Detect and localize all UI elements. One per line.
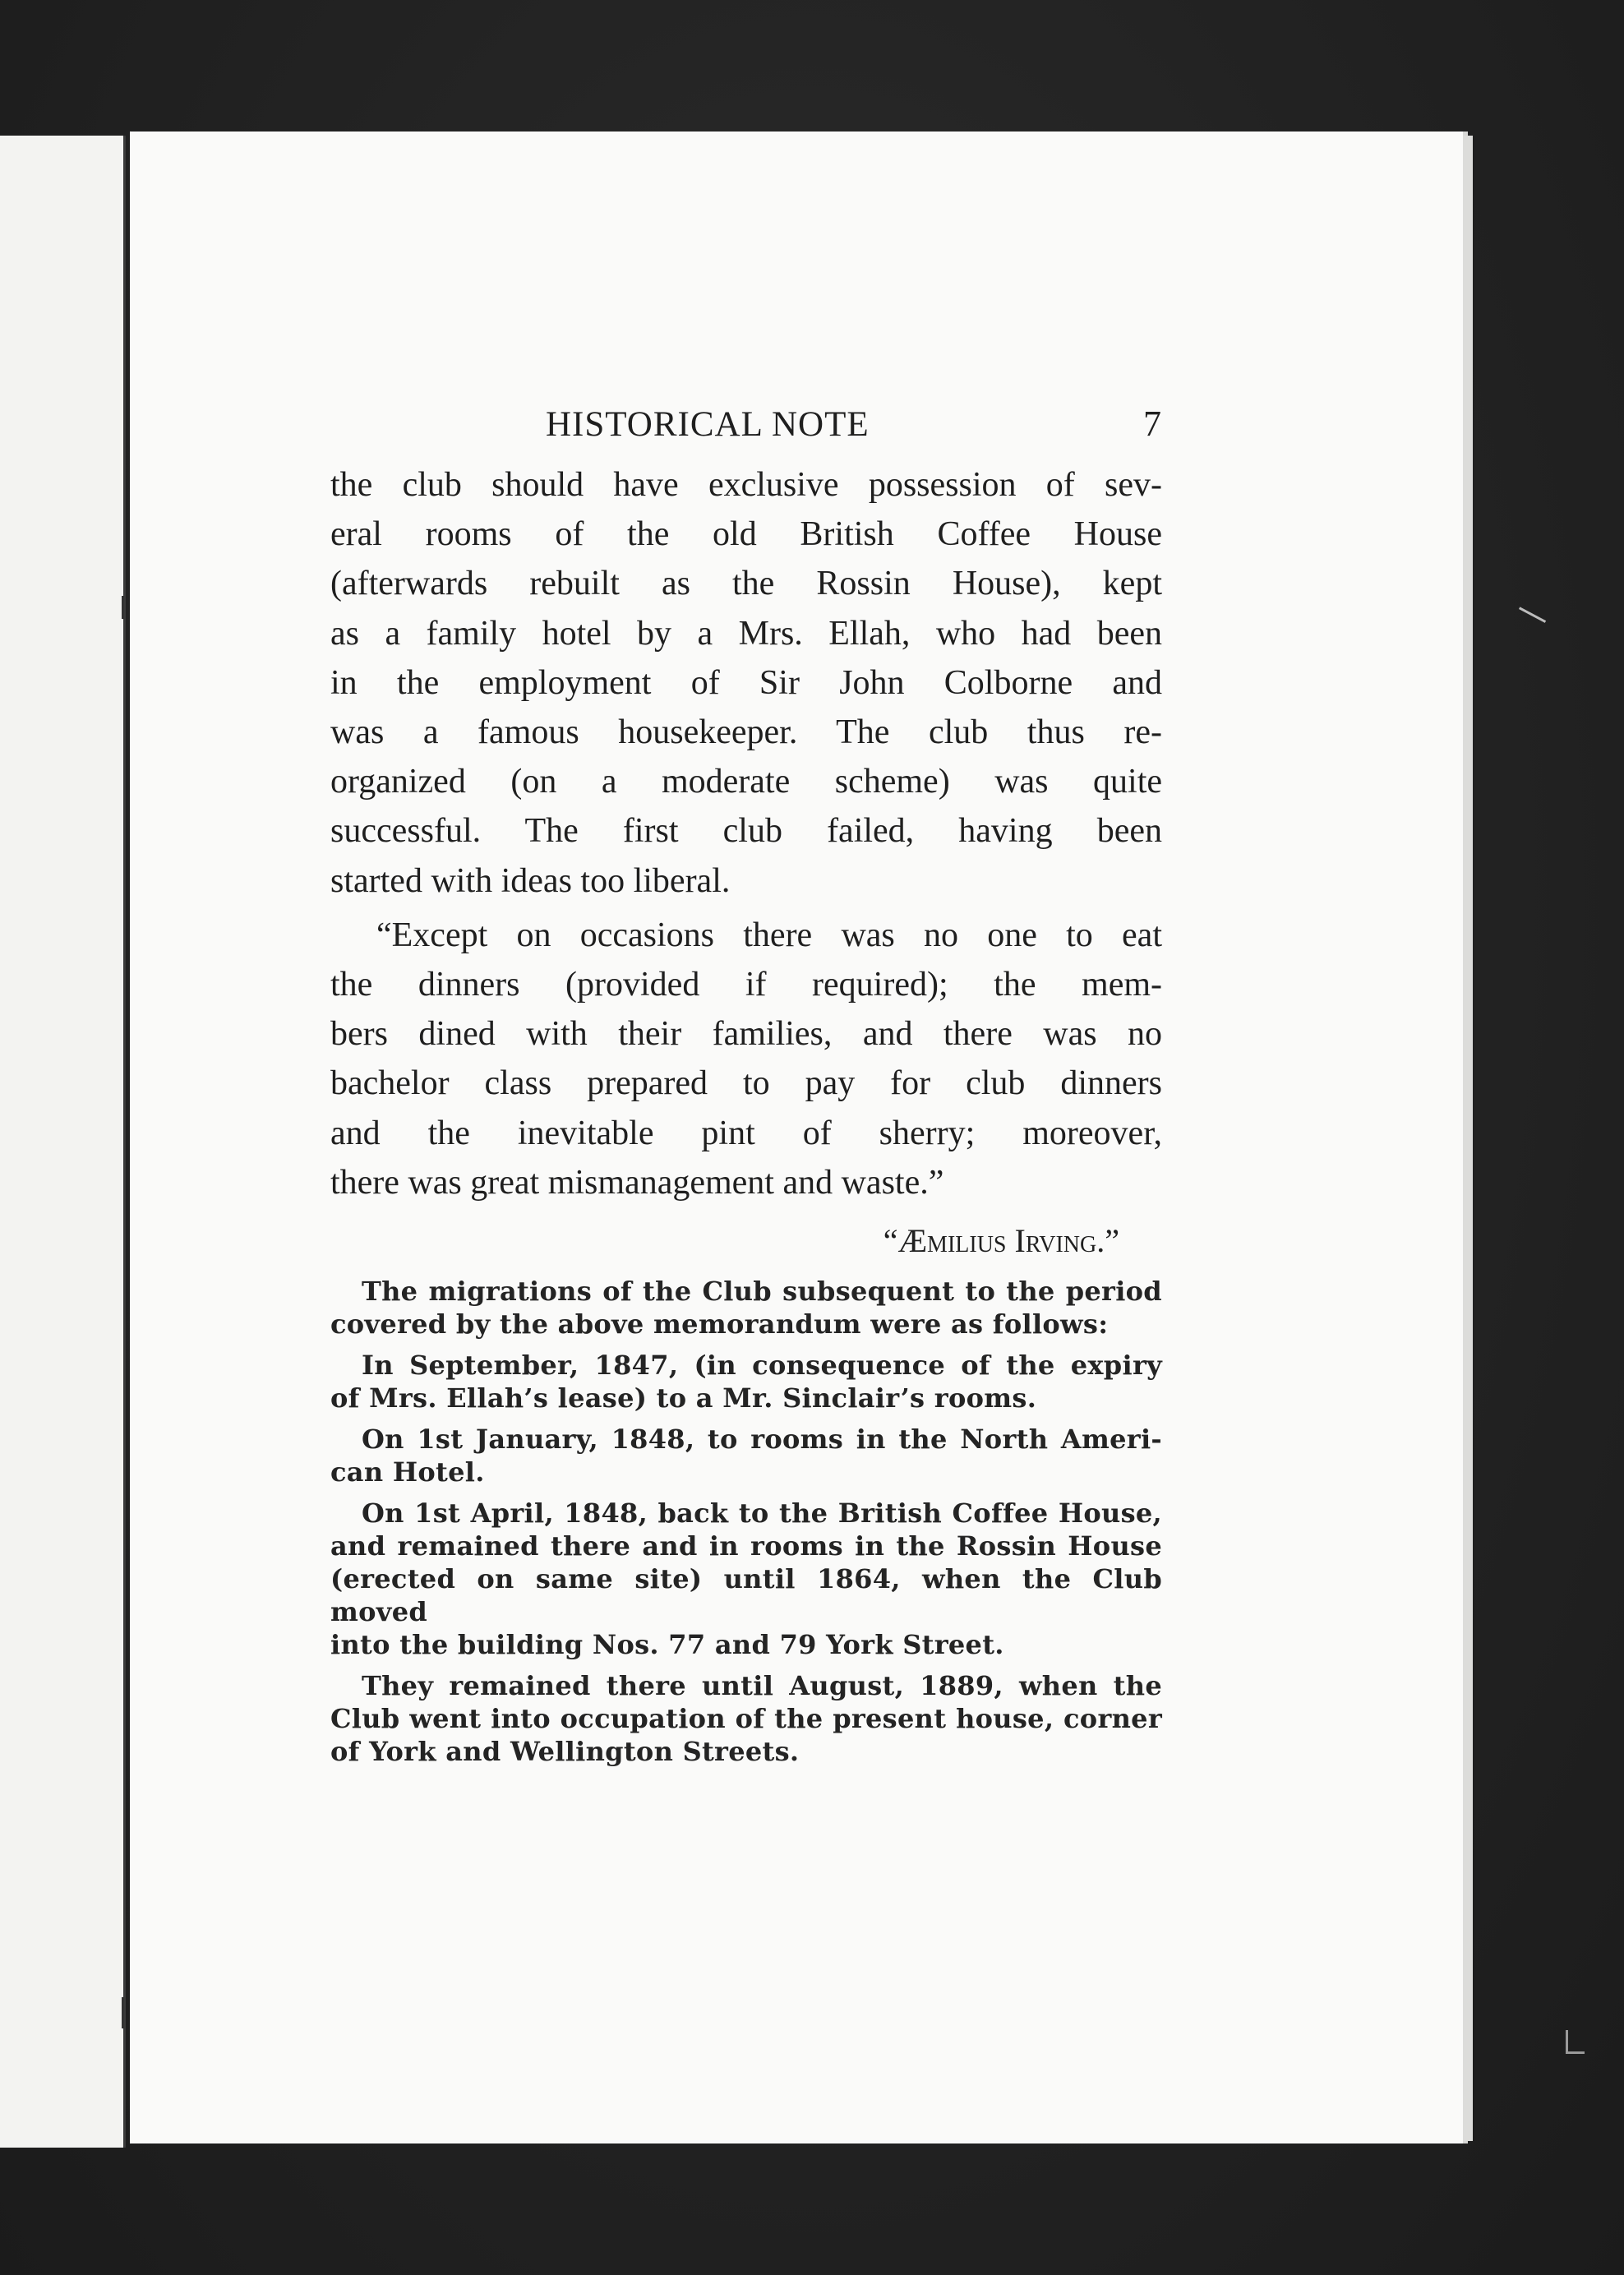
page-right-edge bbox=[1463, 136, 1473, 2141]
text-line: the dinners (provided if required); the mem- bbox=[330, 966, 1162, 1004]
notes-section bbox=[330, 1275, 1162, 1768]
text-line: The migrations of the Club subsequent to the period bbox=[362, 1276, 1162, 1308]
text-line: in the employment of Sir John Colborne and bbox=[330, 663, 1162, 702]
running-head-title: HISTORICAL NOTE bbox=[546, 405, 870, 444]
note-paragraph bbox=[330, 1349, 1162, 1414]
note-paragraph bbox=[330, 1423, 1162, 1488]
paragraph bbox=[330, 460, 1162, 906]
text-line: of York and Wellington Streets. bbox=[330, 1736, 800, 1768]
text-line: the club should have exclusive possession of sev- bbox=[330, 466, 1162, 504]
text-line: On 1st January, 1848, to rooms in the North Ameri- bbox=[362, 1424, 1162, 1456]
main-text bbox=[330, 460, 1162, 1265]
text-line: successful. The first club failed, having been bbox=[330, 812, 1162, 851]
text-line: “Except on occasions there was no one to eat bbox=[376, 916, 1162, 954]
text-line: On 1st April, 1848, back to the British Coffee House, bbox=[362, 1497, 1162, 1530]
text-line: (erected on same site) until 1864, when the Club moved bbox=[330, 1563, 1162, 1628]
text-line: They remained there until August, 1889, when the bbox=[362, 1670, 1162, 1702]
text-line: was a famous housekeeper. The club thus re- bbox=[330, 713, 1162, 752]
text-line: bachelor class prepared to pay for club dinners bbox=[330, 1064, 1162, 1103]
text-line: In September, 1847, (in consequence of the expiry bbox=[362, 1350, 1162, 1382]
facing-page-mark bbox=[122, 1997, 124, 2028]
facing-page-edge bbox=[0, 136, 126, 2148]
text-line: eral rooms of the old British Coffee House bbox=[330, 515, 1162, 554]
text-line: Club went into occupation of the present house, corner bbox=[330, 1703, 1162, 1735]
page-text bbox=[330, 403, 1162, 1776]
quoted-paragraph bbox=[330, 911, 1162, 1207]
text-line: covered by the above memorandum were as follows: bbox=[330, 1308, 1109, 1341]
text-line: and the inevitable pint of sherry; moreover, bbox=[330, 1114, 1162, 1152]
text-line: (afterwards rebuilt as the Rossin House), kept bbox=[330, 565, 1162, 603]
text-line: started with ideas too liberal. bbox=[330, 861, 731, 900]
film-scratch bbox=[1566, 2030, 1585, 2054]
text-line: as a family hotel by a Mrs. Ellah, who had been bbox=[330, 614, 1162, 653]
page-number: 7 bbox=[1143, 404, 1162, 444]
note-paragraph bbox=[330, 1497, 1162, 1661]
text-line: into the building Nos. 77 and 79 York Street. bbox=[330, 1629, 1004, 1661]
running-head bbox=[330, 403, 1162, 460]
text-line: bers dined with their families, and there was no bbox=[330, 1015, 1162, 1054]
text-line: can Hotel. bbox=[330, 1456, 485, 1488]
facing-page-mark bbox=[122, 596, 124, 619]
text-line: and remained there and in rooms in the Rossin House bbox=[330, 1530, 1162, 1562]
text-line: there was great mismanagement and waste.” bbox=[330, 1163, 944, 1202]
note-paragraph bbox=[330, 1669, 1162, 1768]
signature: “Æmilius Irving.” bbox=[883, 1222, 1119, 1260]
text-line: organized (on a moderate scheme) was quite bbox=[330, 763, 1162, 801]
text-line: of Mrs. Ellah’s lease) to a Mr. Sinclair’s rooms. bbox=[330, 1382, 1037, 1414]
note-paragraph bbox=[330, 1275, 1162, 1341]
